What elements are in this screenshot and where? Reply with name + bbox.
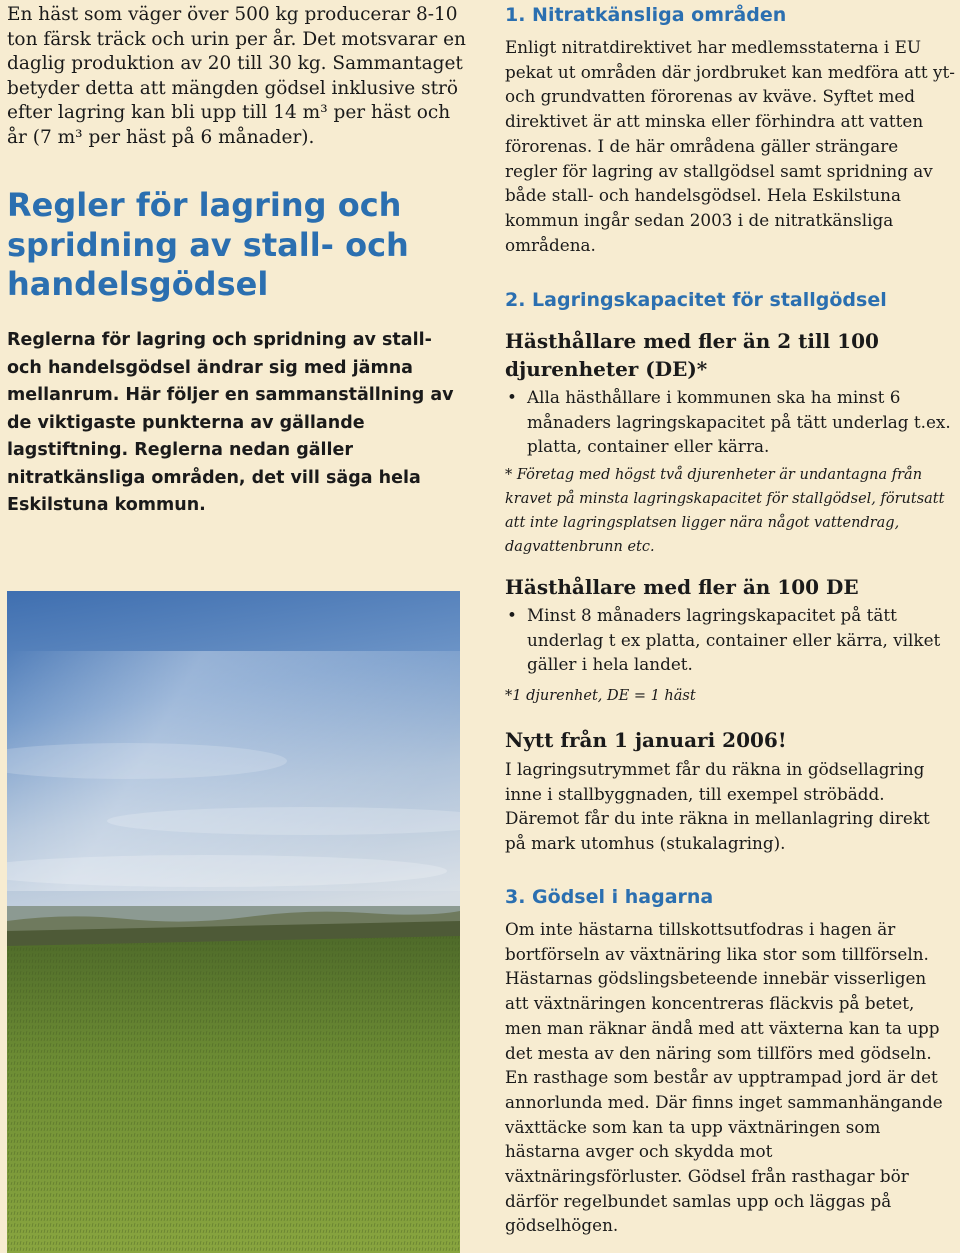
list-item xyxy=(505,603,955,677)
list-item xyxy=(505,385,955,459)
field-landscape-image xyxy=(7,591,460,1253)
bullet-icon: • xyxy=(507,605,517,625)
subheading-over-100-de: Hästhållare med fler än 100 DE xyxy=(505,575,859,599)
field-photo xyxy=(7,591,460,1253)
footnote-de-definition: *1 djurenhet, DE = 1 häst xyxy=(505,688,696,704)
section-1-title: 1. Nitratkänsliga områden xyxy=(505,4,787,26)
new-2006-body: I lagringsutrymmet får du räkna in gödsellagring inne i stallbyggnaden, till exempel ströbädd. Däremot får du inte räkna in mellanlagring direkt på mark utomhus (stukalagring). xyxy=(505,759,930,854)
lead-paragraph: Reglerna för lagring och spridning av stall- och handelsgödsel ändrar sig med jämna mellanrum. Här följer en sammanställning av de viktigaste punkterna av gällande lagstiftning. Reglerna nedan gäller nitratkänsliga områden, det vill säga hela Eskilstuna kommun. xyxy=(7,330,454,515)
section-2-title: 2. Lagringskapacitet för stallgödsel xyxy=(505,289,887,311)
subheading-new-2006: Nytt från 1 januari 2006! xyxy=(505,728,787,752)
footnote-small-firms: * Företag med högst två djurenheter är undantagna från kravet på minsta lagringskapacitet för stallgödsel, förutsatt att inte lagringsplatsen ligger nära något vattendrag, dagvattenbrunn etc. xyxy=(505,467,945,555)
section-1-body: Enligt nitratdirektivet har medlemsstaterna i EU pekat ut områden där jordbruket kan medföra att yt- och grundvatten förorenas av kväve. Syftet med direktivet är att minska eller förhindra att vatten förorenas. I de här områdena gäller strängare regler för lagring av stallgödsel samt spridning av både stall- och handelsgödsel. Hela Eskilstuna kommun ingår sedan 2003 i de nitratkänsliga områdena. xyxy=(505,37,955,255)
bullet-list-2 xyxy=(505,603,955,677)
bullet-list-1 xyxy=(505,385,955,459)
section-3-title: 3. Gödsel i hagarna xyxy=(505,886,714,908)
main-heading: Regler för lagring och spridning av stall- och handelsgödsel xyxy=(7,186,409,303)
intro-paragraph: En häst som väger över 500 kg producerar 8-10 ton färsk träck och urin per år. Det motsvarar en daglig produktion av 20 till 30 kg. Sammantaget betyder detta att mängden gödsel inklusive strö efter lagring kan bli upp till 14 m³ per häst och år (7 m³ per häst på 6 månader). xyxy=(7,4,466,148)
bullet-text: Minst 8 månaders lagringskapacitet på tätt underlag t ex platta, container eller kärra, vilket gäller i hela landet. xyxy=(527,605,941,675)
bullet-icon: • xyxy=(507,387,517,407)
subheading-2-to-100-de: Hästhållare med fler än 2 till 100 djurenheter (DE)* xyxy=(505,329,879,381)
bullet-text: Alla hästhållare i kommunen ska ha minst 6 månaders lagringskapacitet på tätt underlag t.ex. platta, container eller kärra. xyxy=(527,387,951,457)
section-3-body: Om inte hästarna tillskottsutfodras i hagen är bortförseln av växtnäring lika stor som tillförseln. Hästarnas gödslingsbeteende innebär visserligen att växtnäringen koncentreras fläckvis på betet, men man räknar ändå med att växterna kan ta upp det mesta av den näring som tillförs med gödseln. En rasthage som består av upptrampad jord är det annorlunda med. Där finns inget sammanhängande växttäcke som kan ta upp växtnäringen som hästarna avger och skydda mot växtnäringsförluster. Gödsel från rasthagar bör därför regelbundet samlas upp och läggas på gödselhögen. xyxy=(505,919,943,1236)
